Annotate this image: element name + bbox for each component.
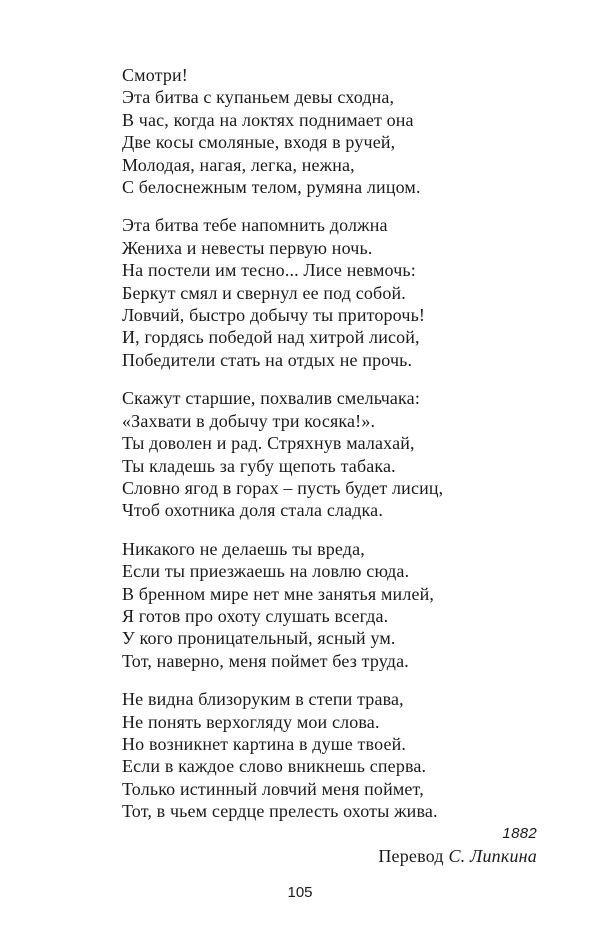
poem-line: Не видна близоруким в степи трава, [122,689,404,710]
poem-line: В час, когда на локтях поднимает она [122,109,414,130]
poem-line: С белоснежным телом, румяна лицом. [122,177,421,198]
poem-stanza [122,214,542,371]
poem-line: Только истинный ловчий меня поймет, [122,778,424,799]
poem-line: Ты кладешь за губу щепоть табака. [122,455,396,476]
poem-line: Смотри! [122,65,188,85]
poem-line: Эта битва тебе напомнить должна [122,215,388,236]
poem-line: У кого проницательный, ясный ум. [122,628,396,649]
poem-line: Две косы смоляные, входя в ручей, [122,132,396,153]
poem-line: Скажут старшие, похвалив смельчака: [122,388,420,409]
poem-stanza [122,538,542,672]
poem-line: Чтоб охотника доля стала сладка. [122,500,383,521]
poem-line: Победители стать на отдых не прочь. [122,349,413,370]
translation-credit [378,846,537,867]
poem-line: И, гордясь победой над хитрой лисой, [122,327,420,348]
poem-line: «Захвати в добычу три косяка!». [122,410,376,431]
poem-line: Ты доволен и рад. Стряхнув малахай, [122,433,415,454]
poem-line: В бренном мире нет мне занятья милей, [122,583,435,604]
poem-line: Я готов про охоту слушать всегда. [122,605,389,626]
poem-line: На постели им тесно... Лисе невмочь: [122,260,416,281]
poem-line: Молодая, нагая, легка, нежна, [122,154,355,175]
translation-label: Перевод [378,846,444,866]
poem-stanza [122,688,542,822]
poem-line: Но возникнет картина в душе твоей. [122,733,407,754]
poem-body [122,64,542,839]
page-number: 105 [287,884,313,901]
poem-line: Эта битва с купаньем девы сходна, [122,87,395,108]
poem-line: Тот, в чьем сердце прелесть охоты жива. [122,801,438,822]
poem-line: Жениха и невесты первую ночь. [122,237,373,258]
poem-year: 1882 [502,825,537,842]
poem-line: Ловчий, быстро добычу ты приторочь! [122,305,426,326]
translator-name: С. Липкина [448,846,537,866]
poem-line: Никакого не делаешь ты вреда, [122,538,365,559]
poem-stanza [122,64,542,198]
poem-line: Словно ягод в горах – пусть будет лисиц, [122,477,444,498]
poem-line: Тот, наверно, меня поймет без труда. [122,650,409,671]
poem-line: Беркут смял и свернул ее под собой. [122,282,406,303]
poem-line: Если ты приезжаешь на ловлю сюда. [122,561,410,582]
poem-stanza [122,387,542,521]
poem-line: Если в каждое слово вникнешь сперва. [122,756,427,777]
poem-line: Не понять верхогляду мои слова. [122,711,380,732]
